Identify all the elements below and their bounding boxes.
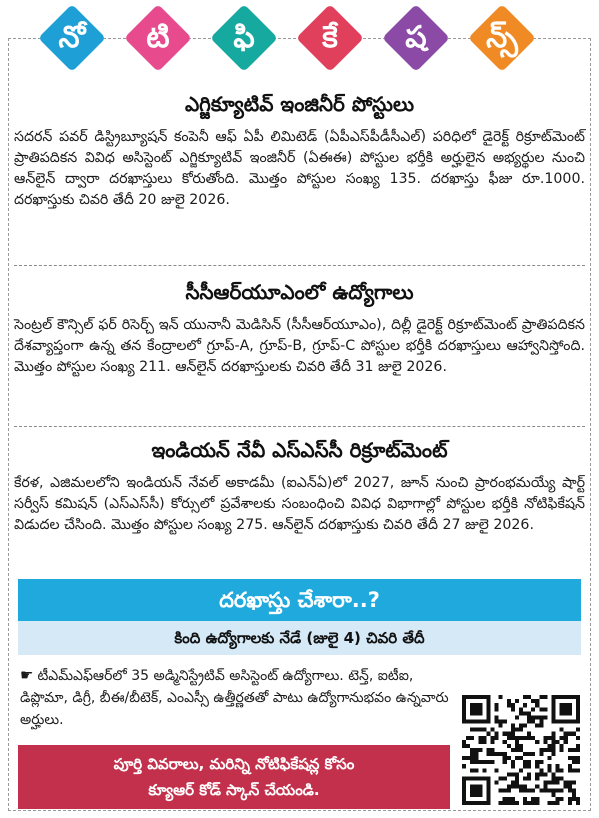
qr-module [499,801,503,805]
qr-module [552,776,556,780]
notice-navy-ssc [14,438,585,536]
qr-module [576,801,580,805]
qr-module [576,744,580,748]
qr-module [552,732,556,736]
qr-module [539,715,543,719]
qr-module [527,752,531,756]
qr-module [474,752,478,756]
qr-module [560,789,564,793]
notice-body: సదరన్ పవర్ డిస్ట్రిబ్యూషన్ కంపెనీ ఆఫ్ ఏపీ లిమిటెడ్ (ఏపీఎస్‌పీడీసీఎల్) పరిధిలో డైరెక్ట్ రిక్రూట్‌మెంట్ ప్రాతిపదికన వివిధ అసిస్టెంట్ ఎగ్జిక్యూటివ్ ఇంజినీర్ (ఏఈఈ) పోస్టుల భర్తీకి అర్హులైన అభ్యర్థుల నుంచి ఆన్‌లైన్ ద్వారా దరఖాస్తులు కోరుతోంది. మొత్తం పోస్టుల సంఖ్య 135. దరఖాస్తు ఫీజు రూ.1000. దరఖాస్తుకు చివరి తేదీ 20 జులై 2026. [14,129,585,208]
qr-module [466,756,470,760]
qr-module [495,768,499,772]
qr-module [568,801,572,805]
qr-finder-core [470,703,482,715]
apply-reminder-title: దరఖాస్తు చేశారా..? [18,579,581,621]
qr-module [535,703,539,707]
qr-module [560,797,564,801]
qr-module [507,797,511,801]
qr-module [535,801,539,805]
notice-body: కేరళ, ఎజిమలలోని ఇండియన్ నేవల్ అకాడమీ (ఐఎన్ఏ)లో 2027, జూన్ నుంచి ప్రారంభమయ్యే షార్ట్ సర్వీస్ కమిషన్ (ఎస్ఎస్‌సీ) కోర్సులో ప్రవేశాలకు సంబంధించి వివిధ విభాగాల్లో పోస్టుల భర్తీకి నోటిఫికేషన్ విడుదల చేసింది. మొత్తం పోస్టుల సంఖ్య 275. ఆన్‌లైన్ దరఖాస్తుకు చివరి తేదీ 27 జులై 2026. [14,475,585,533]
qr-module [511,781,515,785]
qr-module [507,801,511,805]
qr-module [511,797,515,801]
qr-module [543,715,547,719]
qr-module [503,752,507,756]
qr-module [523,736,527,740]
qr-module [511,748,515,752]
qr-module [519,736,523,740]
qr-module [482,740,486,744]
qr-module [515,740,519,744]
qr-module [552,744,556,748]
qr-module [576,760,580,764]
qr-module [572,781,576,785]
banner-letter-4 [296,4,364,72]
qr-finder-core [560,703,572,715]
qr-module [523,801,527,805]
qr-module [519,711,523,715]
qr-module [552,801,556,805]
notice-heading: ఎగ్జిక్యూటివ్ ఇంజినీర్ పోస్టులు [184,92,415,116]
banner-letter-text-2: టి [146,20,170,55]
qr-module [535,797,539,801]
qr-module [515,781,519,785]
qr-module [531,789,535,793]
banner-letter-text-5: ష [405,20,427,55]
qr-module [507,703,511,707]
qr-module [466,736,470,740]
qr-module [539,719,543,723]
qr-module [507,744,511,748]
qr-module [543,736,547,740]
qr-module [515,776,519,780]
qr-module [478,748,482,752]
qr-module [535,724,539,728]
qr-module [547,768,551,772]
qr-module [507,785,511,789]
qr-module [482,760,486,764]
qr-module [519,748,523,752]
qr-module [462,744,466,748]
qr-module [507,772,511,776]
qr-module [560,748,564,752]
qr-module [547,781,551,785]
qr-module [556,764,560,768]
qr-module [531,752,535,756]
qr-finder-core [470,785,482,797]
qr-module [511,785,515,789]
qr-module [503,740,507,744]
qr-module [539,760,543,764]
footer-line-1: పూర్తి వివరాలు, మరిన్ని నోటిఫికేషన్ల కోసం [113,755,355,773]
qr-module [511,772,515,776]
qr-module [552,793,556,797]
qr-module [564,781,568,785]
qr-module [576,736,580,740]
qr-module [531,801,535,805]
qr-module [564,785,568,789]
qr-module [499,695,503,699]
qr-module [560,776,564,780]
qr-module [568,748,572,752]
qr-module [470,752,474,756]
qr-module [495,715,499,719]
qr-module [507,756,511,760]
qr-module [552,736,556,740]
qr-module [539,707,543,711]
qr-module [462,740,466,744]
qr-module [576,756,580,760]
qr-module [482,768,486,772]
qr-module [568,789,572,793]
job-note-text: టీఎమ్‌ఎఫ్‌ఆర్‌లో 35 అడ్మినిస్ట్రేటివ్ అసిస్టెంట్ ఉద్యోగాలు. టెన్త్, ఐటీఐ, డిప్లొమా, డిగ్రీ, బీఈ/బీటెక్, ఎంఎస్సీ ఉత్తీర్ణతతో పాటు ఉద్యోగానుభవం ఉన్నవారు అర్హులు. [20,668,449,728]
qr-module [547,789,551,793]
qr-module [490,760,494,764]
qr-module [564,732,568,736]
qr-module [519,728,523,732]
qr-module [576,748,580,752]
qr-module [535,776,539,780]
qr-module [572,797,576,801]
pointing-hand-icon: ☛ [20,666,34,684]
qr-module [543,707,547,711]
banner-letter-3 [210,4,278,72]
qr-module [462,764,466,768]
qr-module [511,760,515,764]
qr-module [523,760,527,764]
notice-heading: సీసీఆర్‌యూఎంలో ఉద్యోగాలు [185,280,414,304]
qr-module [531,707,535,711]
apply-reminder-subtitle: కింది ఉద్యోగాలకు నేడే (జులై 4) చివరి తేదీ [18,621,581,655]
qr-module [572,756,576,760]
qr-module [547,764,551,768]
qr-module [523,724,527,728]
qr-module [572,760,576,764]
qr-module [556,797,560,801]
qr-module [511,707,515,711]
qr-module [527,695,531,699]
qr-module [486,732,490,736]
qr-module [474,748,478,752]
qr-module [572,732,576,736]
qr-module [511,736,515,740]
qr-module [470,748,474,752]
banner-letter-text-3: ఫి [233,20,255,55]
qr-module [523,703,527,707]
qr-module [515,699,519,703]
qr-module [503,789,507,793]
qr-module [576,728,580,732]
qr-module [523,789,527,793]
qr-module [511,724,515,728]
qr-module [552,772,556,776]
footer-line-2: క్యూఆర్ కోడ్ స్కాన్ చేయండి. [148,781,320,799]
qr-module [466,744,470,748]
banner-letter-6 [468,4,536,72]
qr-module [539,789,543,793]
qr-module [543,772,547,776]
qr-module [507,732,511,736]
qr-module [543,789,547,793]
qr-module [560,728,564,732]
qr-module [519,724,523,728]
qr-module [495,703,499,707]
qr-module [523,711,527,715]
qr-module [499,776,503,780]
qr-module [486,752,490,756]
qr-module [535,772,539,776]
qr-module [482,736,486,740]
qr-code-graphic [462,695,580,805]
banner-letter-text-1: నో [58,20,86,55]
qr-module [527,776,531,780]
qr-module [495,732,499,736]
qr-module [568,785,572,789]
qr-module [539,752,543,756]
qr-module [499,719,503,723]
qr-module [482,728,486,732]
notice-ccrum [14,280,585,378]
qr-module [556,768,560,772]
qr-module [490,740,494,744]
qr-module [539,724,543,728]
qr-module [527,760,531,764]
qr-module [495,736,499,740]
qr-module [527,732,531,736]
section-divider [14,426,585,427]
qr-module [515,756,519,760]
qr-module [511,764,515,768]
qr-module [515,728,519,732]
qr-module [572,793,576,797]
section-divider [14,265,585,266]
qr-module [535,699,539,703]
qr-module [478,740,482,744]
qr-module [490,736,494,740]
qr-module [572,789,576,793]
qr-module [490,748,494,752]
qr-module [523,797,527,801]
qr-module [535,785,539,789]
qr-module [523,695,527,699]
qr-module [547,801,551,805]
qr-module [490,728,494,732]
qr-module [470,760,474,764]
banner-letter-1 [38,4,106,72]
qr-module [568,768,572,772]
qr-module [499,724,503,728]
qr-module [527,789,531,793]
qr-module [531,699,535,703]
qr-module [552,748,556,752]
qr-module [547,736,551,740]
qr-module [515,748,519,752]
qr-module [576,797,580,801]
qr-module [503,797,507,801]
qr-module [511,703,515,707]
qr-module [470,768,474,772]
qr-module [478,728,482,732]
qr-module [519,756,523,760]
qr-module [519,768,523,772]
qr-module [531,736,535,740]
qr-module [495,719,499,723]
qr-code-icon[interactable] [462,695,580,805]
qr-module [531,715,535,719]
qr-module [507,736,511,740]
qr-module [474,768,478,772]
qr-module [478,736,482,740]
qr-module [556,789,560,793]
qr-module [556,781,560,785]
qr-module [523,752,527,756]
qr-module [503,719,507,723]
qr-module [490,752,494,756]
qr-module [470,736,474,740]
banner-letter-2 [124,4,192,72]
qr-module [515,785,519,789]
qr-module [543,695,547,699]
qr-module [552,781,556,785]
qr-module [552,740,556,744]
qr-module [556,740,560,744]
banner-letter-5 [382,4,450,72]
qr-module [474,728,478,732]
qr-module [531,797,535,801]
qr-module [568,732,572,736]
qr-module [568,764,572,768]
qr-module [560,736,564,740]
qr-module [503,776,507,780]
qr-module [515,744,519,748]
qr-module [503,801,507,805]
qr-module [478,760,482,764]
banner-letter-text-4: కే [322,20,338,55]
qr-module [474,756,478,760]
qr-module [552,789,556,793]
qr-module [499,789,503,793]
qr-module [535,715,539,719]
qr-module [527,772,531,776]
qr-module [519,707,523,711]
job-note [20,664,450,731]
qr-module [556,801,560,805]
qr-module [543,740,547,744]
qr-module [495,752,499,756]
qr-module [535,764,539,768]
notice-body: సెంట్రల్ కౌన్సిల్ ఫర్ రిసెర్చ్ ఇన్ యునానీ మెడిసిన్ (సీసీఆర్‌యూఎం), దిల్లీ డైరెక్ట్ రిక్రూట్‌మెంట్ ప్రాతిపదికన దేశవ్యాప్తంగా ఉన్న తన కేంద్రాలలో గ్రూప్-A, గ్రూప్-B, గ్రూప్-C పోస్టుల భర్తీకి దరఖాస్తులు ఆహ్వానిస్తోంది. మొత్తం పోస్టుల సంఖ్య 211. ఆన్‌లైన్ దరఖాస్తులకు చివరి తేదీ 31 జులై 2026. [14,317,585,375]
qr-module [572,748,576,752]
banner-letter-text-6: న్స్ [486,20,518,55]
footer-banner [18,745,450,809]
qr-module [543,781,547,785]
qr-module [556,776,560,780]
qr-module [515,801,519,805]
qr-module [547,756,551,760]
qr-module [495,781,499,785]
qr-module [527,715,531,719]
qr-module [547,748,551,752]
qr-module [486,760,490,764]
qr-module [474,760,478,764]
qr-module [523,785,527,789]
qr-module [527,719,531,723]
qr-module [470,756,474,760]
notice-executive-engineer [14,92,585,211]
qr-module [568,781,572,785]
qr-module [515,715,519,719]
qr-module [499,752,503,756]
qr-module [523,776,527,780]
qr-module [527,801,531,805]
qr-module [507,789,511,793]
qr-module [539,772,543,776]
qr-module [543,785,547,789]
qr-module [515,736,519,740]
notifications-banner [0,0,599,78]
qr-module [519,744,523,748]
qr-module [547,744,551,748]
qr-module [552,752,556,756]
qr-module [495,707,499,711]
qr-module [511,801,515,805]
qr-module [486,748,490,752]
qr-module [527,764,531,768]
qr-module [503,756,507,760]
qr-module [568,756,572,760]
qr-module [564,740,568,744]
qr-module [527,736,531,740]
qr-module [511,732,515,736]
qr-module [503,760,507,764]
qr-module [539,768,543,772]
qr-module [572,768,576,772]
qr-module [539,748,543,752]
qr-module [576,768,580,772]
qr-module [531,719,535,723]
qr-module [519,789,523,793]
qr-module [515,772,519,776]
qr-module [539,695,543,699]
qr-module [560,768,564,772]
qr-module [470,728,474,732]
qr-module [511,728,515,732]
qr-module [535,740,539,744]
qr-module [503,732,507,736]
qr-module [564,736,568,740]
qr-module [523,764,527,768]
notice-heading: ఇండియన్ నేవీ ఎస్ఎస్‌సీ రిక్రూట్‌మెంట్ [151,438,448,462]
qr-module [507,699,511,703]
qr-module [568,797,572,801]
qr-module [462,756,466,760]
qr-module [535,760,539,764]
qr-module [519,785,523,789]
qr-module [560,744,564,748]
qr-module [527,711,531,715]
qr-module [543,748,547,752]
